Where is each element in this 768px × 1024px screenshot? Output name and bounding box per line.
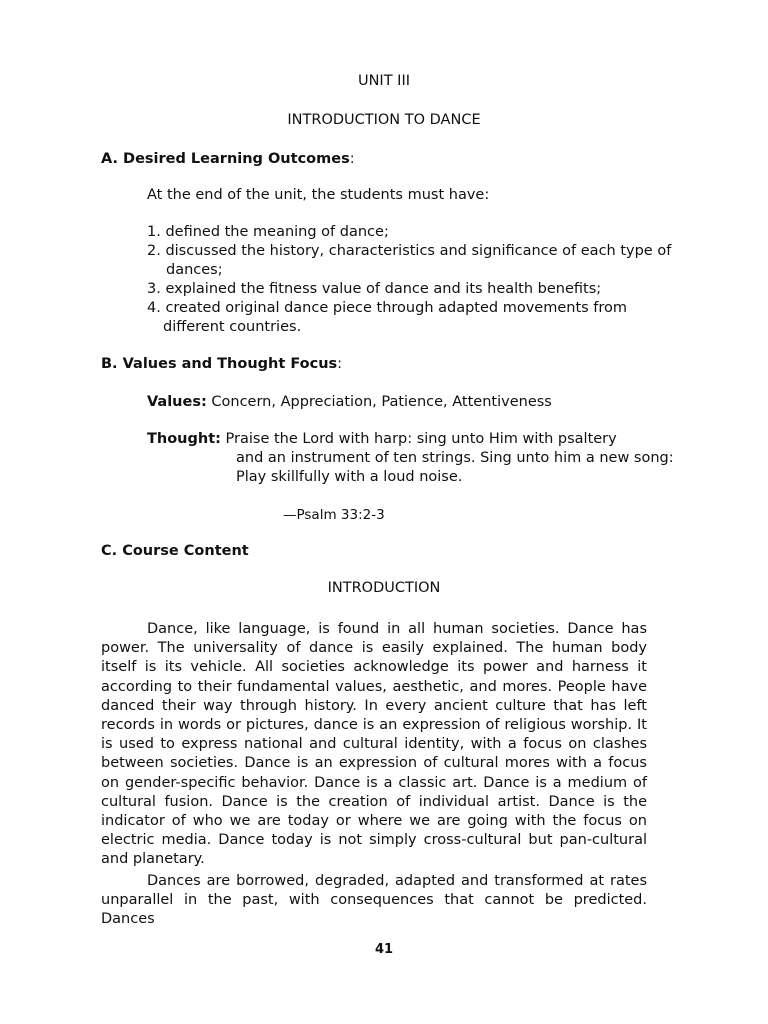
outcome-item-1: 1. defined the meaning of dance; [147,224,389,240]
outcome-item-2: 2. discussed the history, characteristics and significance of each type of [147,243,672,259]
outcomes-intro: At the end of the unit, the students must have: [147,187,490,203]
scripture-citation: —Psalm 33:2-3 [283,507,385,523]
thought-line-3: Play skillfully with a loud noise. [236,469,463,485]
values-label: Values: [147,394,207,410]
thought-text-1: Praise the Lord with harp: sing unto Him with psaltery [220,431,617,447]
section-c-heading: C. Course Content [101,543,249,559]
thought-line-2: and an instrument of ten strings. Sing unto him a new song: [236,450,674,466]
thought-line-1 [147,430,617,449]
body-paragraph-1: Dance, like language, is found in all human societies. Dance has power. The universality of dance is easily explained. The human body itself is its vehicle. All societies acknowledge its power and harness it according to their fundamental values, aesthetic, and mores. People have danced their way through history. In every ancient culture that has left records in words or pictures, dance is an expression of religious worship. It is used to express national and cultural identity, with a focus on clashes between societies. Dance is an expression of cultural mores with a focus on gender-specific behavior. Dance is a classic art. Dance is a medium of cultural fusion. Dance is the creation of individual artist. Dance is the indicator of who we are today or where we are going with the focus on electric media. Dance today is not simply cross-cultural but pan-cultural and planetary. [101,621,647,868]
section-b-heading-line [101,355,342,374]
unit-label: UNIT III [357,73,411,89]
outcome-item-2-continued: dances; [166,262,223,278]
introduction-subheading: INTRODUCTION [327,580,441,596]
page-title: INTRODUCTION TO DANCE [287,112,481,128]
thought-label: Thought: [147,431,221,447]
section-a-colon: : [349,151,355,167]
values-line [147,393,552,412]
page-number: 41 [374,942,394,957]
section-b-colon: : [337,356,343,372]
values-text: Concern, Appreciation, Patience, Attentiveness [206,394,552,410]
outcome-item-4: 4. created original dance piece through adapted movements from [147,300,628,316]
section-a-heading-line [101,150,355,169]
section-b-heading: B. Values and Thought Focus [101,356,338,372]
outcome-item-3: 3. explained the fitness value of dance and its health benefits; [147,281,602,297]
outcome-item-4-continued: different countries. [163,319,302,335]
section-a-heading: A. Desired Learning Outcomes [101,151,350,167]
body-paragraph-2: Dances are borrowed, degraded, adapted and transformed at rates unparallel in the past, with consequences that cannot be predicted. Dances [101,873,647,928]
